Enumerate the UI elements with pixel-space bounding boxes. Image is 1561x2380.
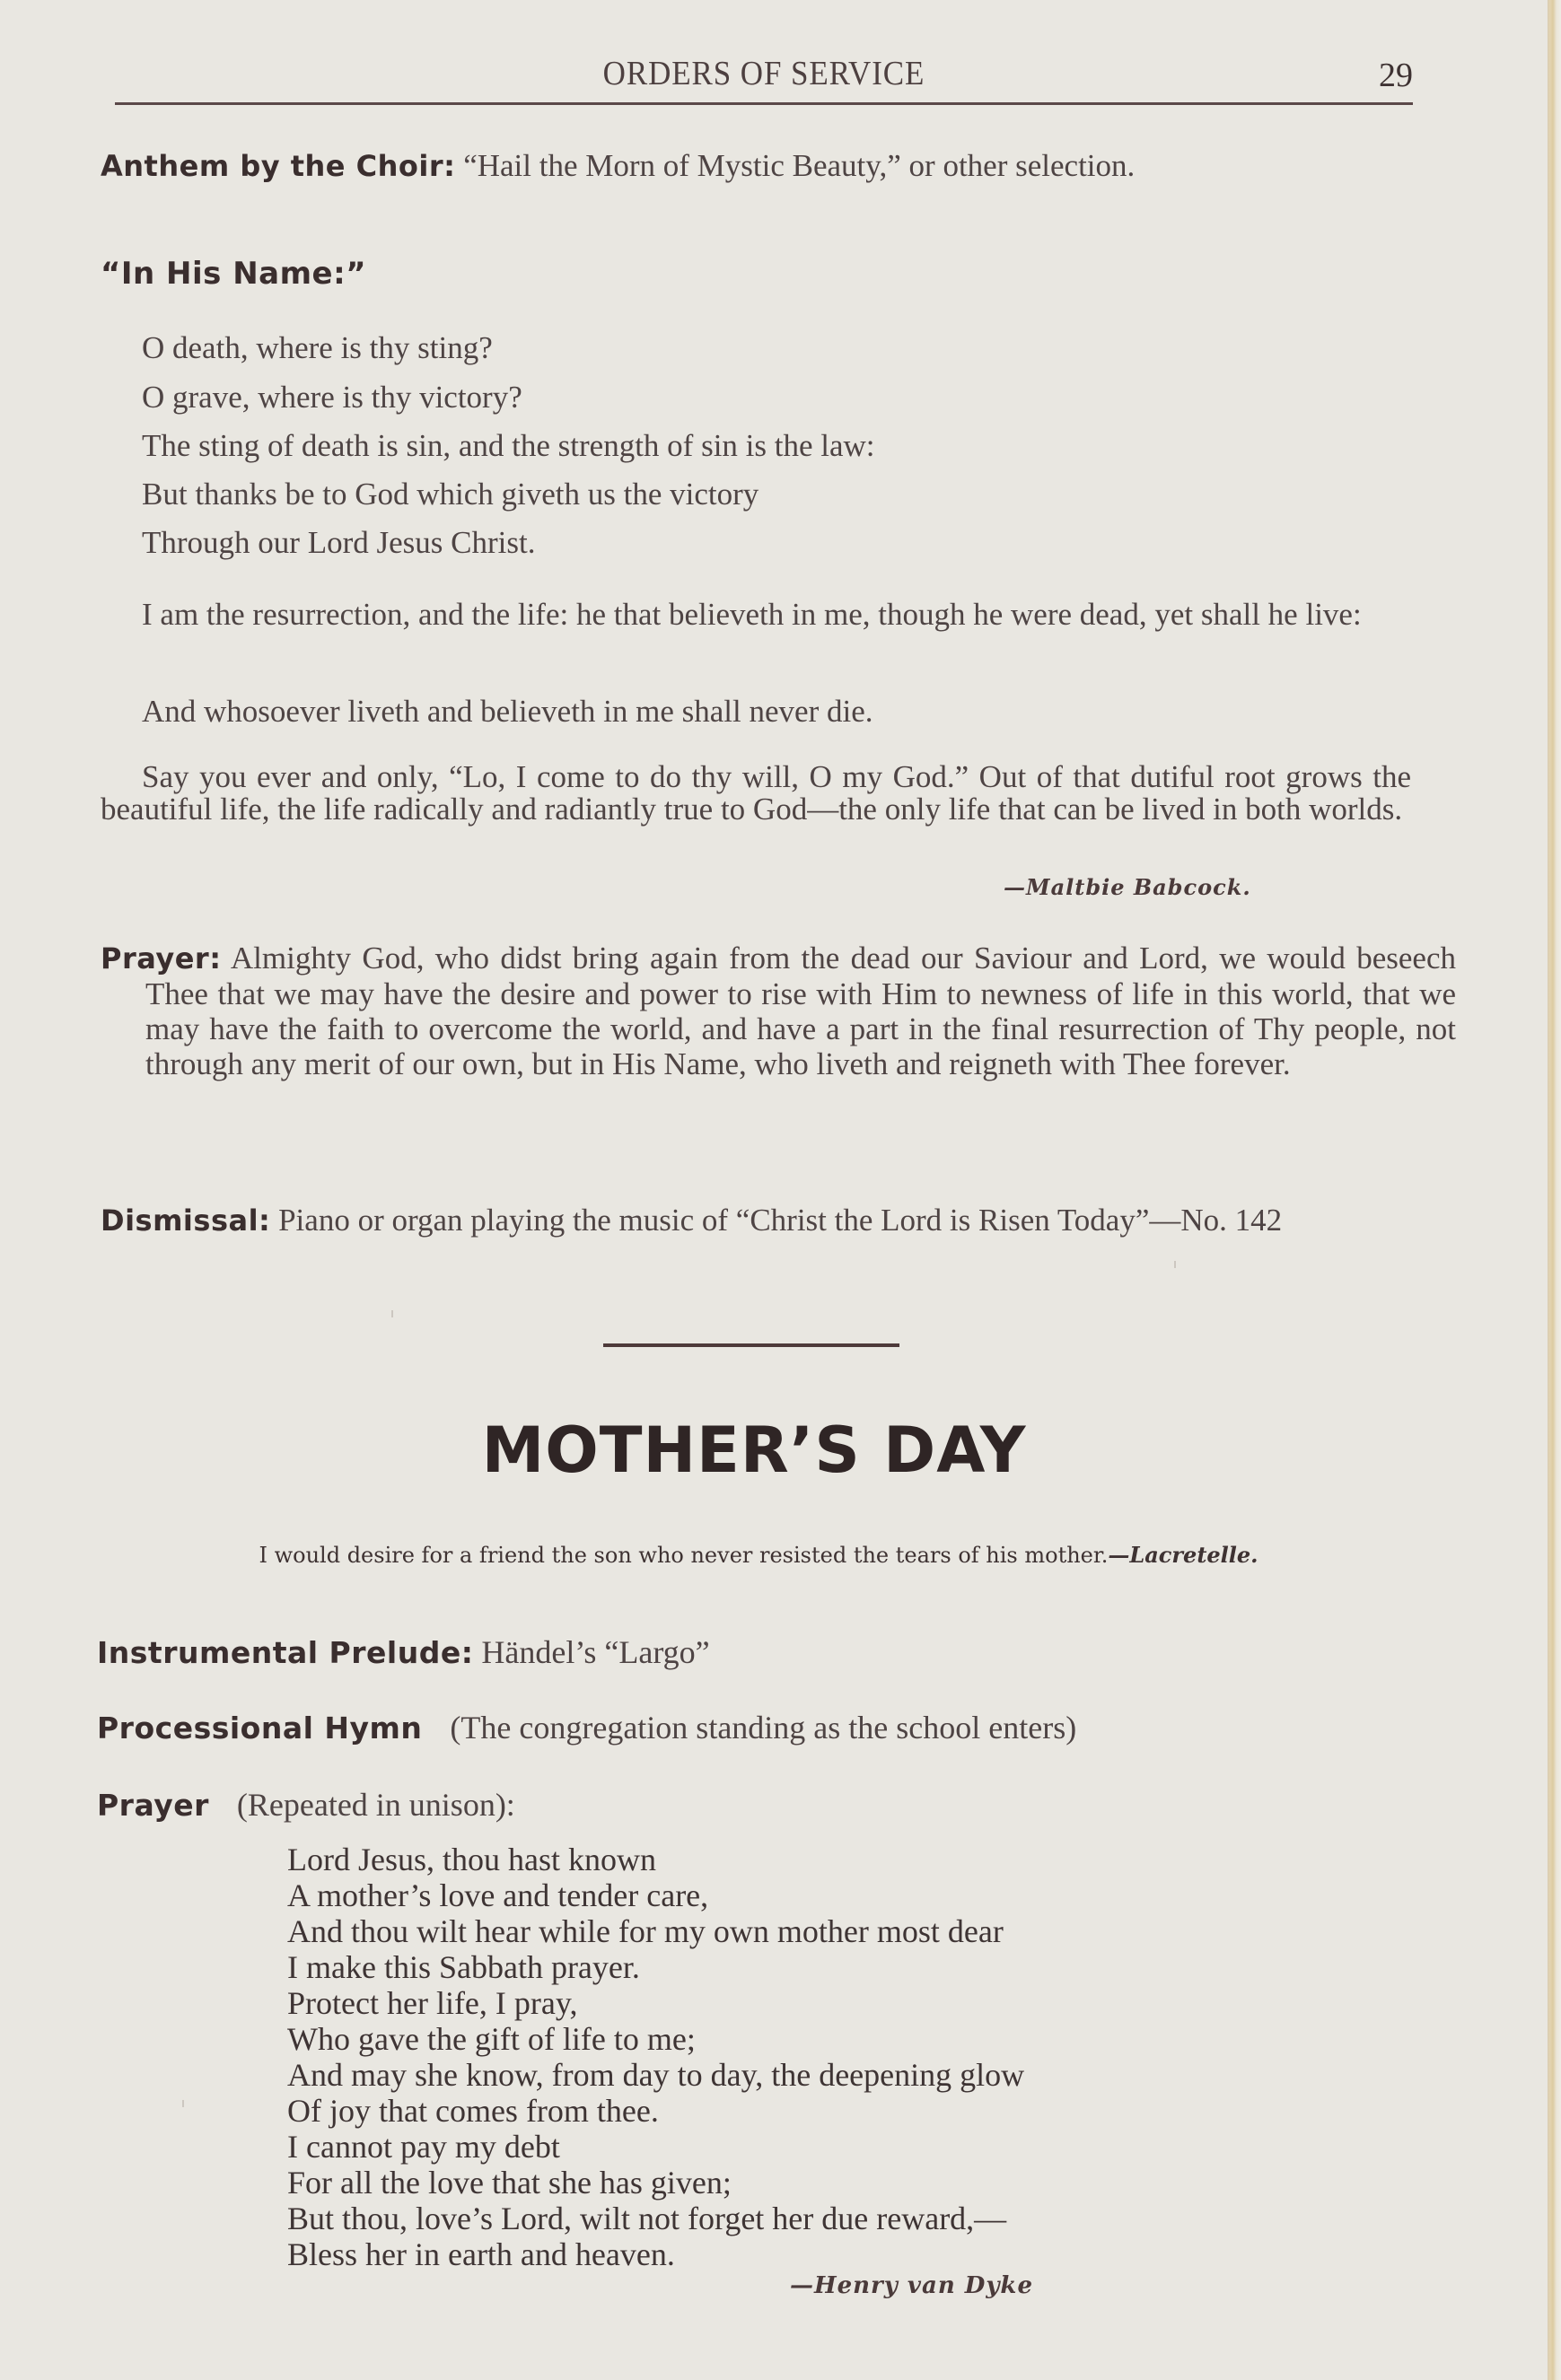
anthem-item <box>101 148 1456 184</box>
dismissal-item <box>101 1203 1456 1238</box>
processional-hymn-label: Processional Hymn <box>97 1711 423 1746</box>
poem-line: Lord Jesus, thou hast known <box>287 1842 656 1877</box>
dismissal-label: Dismissal: <box>101 1203 271 1238</box>
running-header-title: ORDERS OF SERVICE <box>602 55 925 92</box>
poem-line: For all the love that she has given; <box>287 2165 732 2201</box>
epigraph <box>103 1542 1414 1568</box>
poem-line: I make this Sabbath prayer. <box>287 1949 640 1985</box>
section-title: MOTHER’S DAY <box>481 1413 1027 1487</box>
running-header <box>115 54 1413 108</box>
prayer-text: Almighty God, who didst bring again from the dead our Saviour and Lord, we would beseech Thee that we may have the desire and power to rise with Him to newness of life in this world, that we may have the faith to overcome the world, and have a part in the final resurrection of Thy people, not through any merit of our own, but in His Name, who liveth and reigneth with Thee forever. <box>145 941 1456 1081</box>
poem-line: A mother’s love and tender care, <box>287 1877 709 1913</box>
section-divider <box>603 1343 899 1347</box>
resurrection-paragraph: I am the resurrection, and the life: he that believeth in me, though he were dead, yet shall he live: <box>142 597 1362 632</box>
verse-line: But thanks be to God which giveth us the victory <box>142 477 759 512</box>
epigraph-text: I would desire for a friend the son who never resisted the tears of his mother. <box>259 1543 1109 1568</box>
poem-line: Who gave the gift of life to me; <box>287 2021 696 2057</box>
verse-line: Through our Lord Jesus Christ. <box>142 525 536 560</box>
in-his-name-heading <box>101 256 1411 292</box>
processional-hymn-item <box>97 1709 1076 1746</box>
paper-speck <box>1174 1261 1176 1268</box>
anthem-label: Anthem by the Choir: <box>101 149 456 183</box>
instrumental-prelude-label: Instrumental Prelude: <box>97 1635 474 1670</box>
anthem-text: “Hail the Morn of Mystic Beauty,” or other selection. <box>463 148 1136 183</box>
verse-line: The sting of death is sin, and the strength of sin is the law: <box>142 428 875 463</box>
poem-line: Protect her life, I pray, <box>287 1985 578 2021</box>
poem-line: Of joy that comes from thee. <box>287 2093 659 2129</box>
prayer-unison-text: (Repeated in unison): <box>236 1787 515 1823</box>
prayer-unison-item <box>97 1786 515 1824</box>
prayer-poem <box>287 1842 1024 2272</box>
babcock-attribution: —Maltbie Babcock. <box>1004 874 1251 900</box>
dismissal-text: Piano or organ playing the music of “Christ the Lord is Risen Today”—No. 142 <box>278 1203 1283 1238</box>
poem-line: And may she know, from day to day, the deepening glow <box>287 2057 1025 2093</box>
verse-line: O death, where is thy sting? <box>142 330 493 365</box>
poem-line: And thou wilt hear while for my own mother most dear <box>287 1913 1004 1949</box>
van-dyke-attribution: —Henry van Dyke <box>790 2272 1033 2299</box>
poem-line: I cannot pay my debt <box>287 2129 560 2165</box>
page-number: 29 <box>1379 57 1413 94</box>
poem-line: Bless her in earth and heaven. <box>287 2236 675 2272</box>
in-his-name-label: “In His Name:” <box>101 256 367 292</box>
instrumental-prelude-text: Händel’s “Largo” <box>481 1634 710 1670</box>
epigraph-author: —Lacretelle. <box>1108 1542 1258 1568</box>
processional-hymn-text: (The congregation standing as the school enters) <box>450 1710 1077 1746</box>
page-edge <box>1548 0 1561 2380</box>
header-rule <box>115 102 1413 105</box>
whosoever-paragraph: And whosoever liveth and believeth in me shall never die. <box>142 694 873 729</box>
verse-line: O grave, where is thy victory? <box>142 380 522 415</box>
prayer-label: Prayer: <box>101 941 222 976</box>
prayer-unison-label: Prayer <box>97 1788 209 1823</box>
paper-speck <box>391 1310 393 1317</box>
paper-speck <box>182 2100 184 2107</box>
instrumental-prelude-item <box>97 1633 710 1671</box>
poem-line: But thou, love’s Lord, wilt not forget her due reward,— <box>287 2201 1007 2236</box>
babcock-quote: Say you ever and only, “Lo, I come to do thy will, O my God.” Out of that dutiful root grows the beautiful life, the life radically and radiantly true to God—the only life that can be lived in both worlds. <box>101 759 1411 827</box>
prayer-item <box>101 941 1456 1081</box>
